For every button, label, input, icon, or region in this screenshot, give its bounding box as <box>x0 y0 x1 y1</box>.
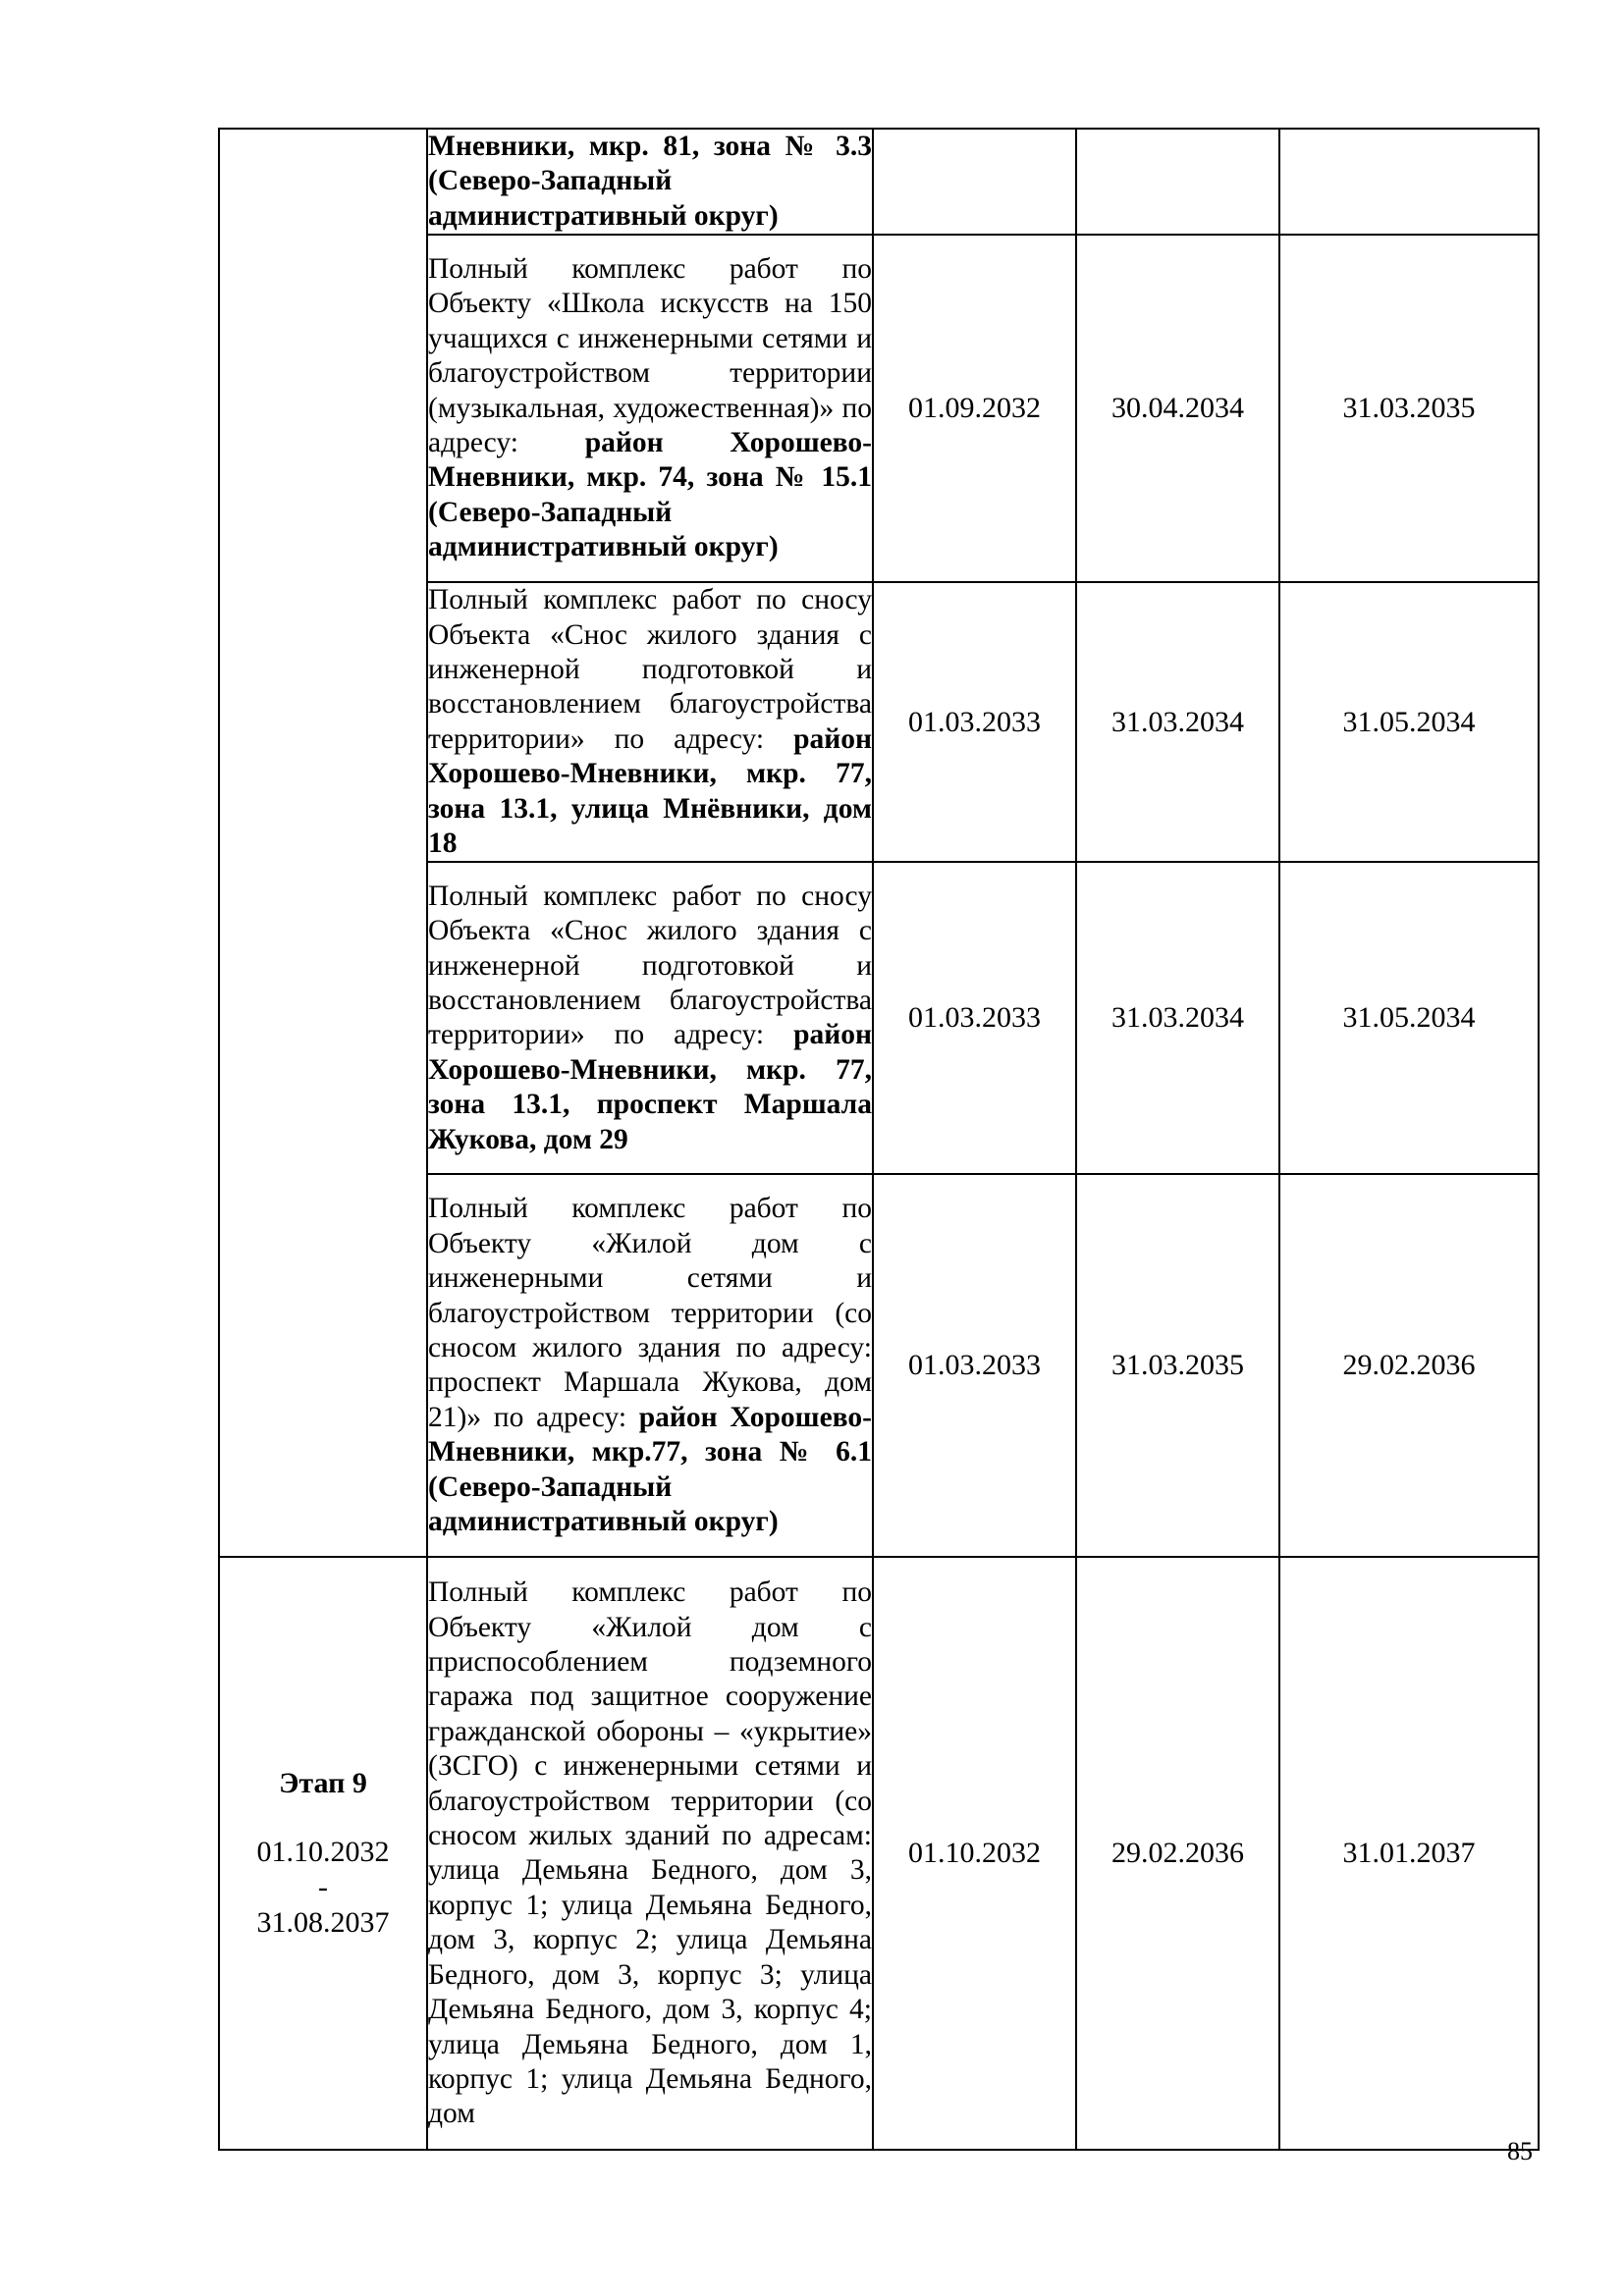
description-text: Полный комплекс работ по сносу Объекта «Снос жилого здания с инженерной подготовкой и восстановлением благоустройства территории» по адресу: <box>428 584 872 755</box>
object-description <box>427 862 873 1174</box>
table-row <box>219 129 1539 235</box>
description-address: район Хорошево-Мневники, мкр. 77, зона 13.1, проспект Маршала Жукова, дом 29 <box>428 1019 872 1155</box>
object-description <box>427 235 873 582</box>
table-row-stage-9 <box>219 1557 1539 2150</box>
commissioning-date: 31.01.2037 <box>1279 1557 1539 2150</box>
completion-date: 29.02.2036 <box>1076 1557 1279 2150</box>
completion-date: 31.03.2035 <box>1076 1174 1279 1557</box>
description-address: Мневники, мкр. 81, зона № 3.3 (Северо-Западный административный округ) <box>428 131 872 232</box>
object-description <box>427 1174 873 1557</box>
schedule-table <box>218 128 1540 2151</box>
start-date <box>873 129 1076 235</box>
description-text: Полный комплекс работ по Объекту «Жилой дом с инженерными сетями и благоустройством территории (со сносом жилого здания по адресу: проспект Маршала Жукова, дом 21)» по адресу: <box>428 1193 872 1433</box>
stage-dates <box>220 1835 426 1941</box>
description-address: район Хорошево-Мневники, мкр. 77, зона 13.1, улица Мнёвники, дом 18 <box>428 722 872 860</box>
completion-date: 31.03.2034 <box>1076 862 1279 1174</box>
commissioning-date: 31.03.2035 <box>1279 235 1539 582</box>
object-description <box>427 1557 873 2150</box>
start-date: 01.10.2032 <box>873 1557 1076 2150</box>
start-date: 01.03.2033 <box>873 1174 1076 1557</box>
commissioning-date: 31.05.2034 <box>1279 862 1539 1174</box>
stage-date-dash: - <box>318 1871 328 1904</box>
description-address: район Хорошево-Мневники, мкр. 74, зона № 15.1 (Северо-Западный административный округ) <box>428 426 872 563</box>
stage-cell-continued <box>219 129 427 1557</box>
start-date: 01.03.2033 <box>873 582 1076 862</box>
description-text: Полный комплекс работ по Объекту «Жилой дом с приспособлением подземного гаража под защитное сооружение гражданской обороны – «укрытие» (ЗСГО) с инженерными сетями и благоустройством территории (со сносом жилых зданий по адресам: улица Демьяна Бедного, дом 3, корпус 1; улица Демьяна Бедного, дом 3, корпус 2; улица Демьяна Бедного, дом 3, корпус 3; улица Демьяна Бедного, дом 3, корпус 4; улица Демьяна Бедного, дом 1, корпус 1; улица Демьяна Бедного, дом <box>428 1576 872 2130</box>
start-date: 01.03.2033 <box>873 862 1076 1174</box>
start-date: 01.09.2032 <box>873 235 1076 582</box>
completion-date: 31.03.2034 <box>1076 582 1279 862</box>
commissioning-date: 31.05.2034 <box>1279 582 1539 862</box>
completion-date: 30.04.2034 <box>1076 235 1279 582</box>
stage-date-to: 31.08.2037 <box>256 1906 390 1940</box>
description-text: Полный комплекс работ по сносу Объекта «Снос жилого здания с инженерной подготовкой и восстановлением благоустройства территории» по адресу: <box>428 880 872 1051</box>
stage-cell <box>219 1557 427 2150</box>
commissioning-date <box>1279 129 1539 235</box>
stage-title: Этап 9 <box>279 1767 367 1800</box>
completion-date <box>1076 129 1279 235</box>
description-text: Полный комплекс работ по Объекту «Школа искусств на 150 учащихся с инженерными сетями и благоустройством территории (музыкальная, художественная)» по адресу: <box>428 252 872 458</box>
commissioning-date: 29.02.2036 <box>1279 1174 1539 1557</box>
object-description <box>427 129 873 235</box>
description-address: район Хорошево-Мневники, мкр.77, зона № 6.1 (Северо-Западный административный округ) <box>428 1401 872 1538</box>
page-number: 85 <box>1507 2137 1533 2165</box>
object-description <box>427 582 873 862</box>
stage-date-from: 01.10.2032 <box>256 1836 390 1869</box>
